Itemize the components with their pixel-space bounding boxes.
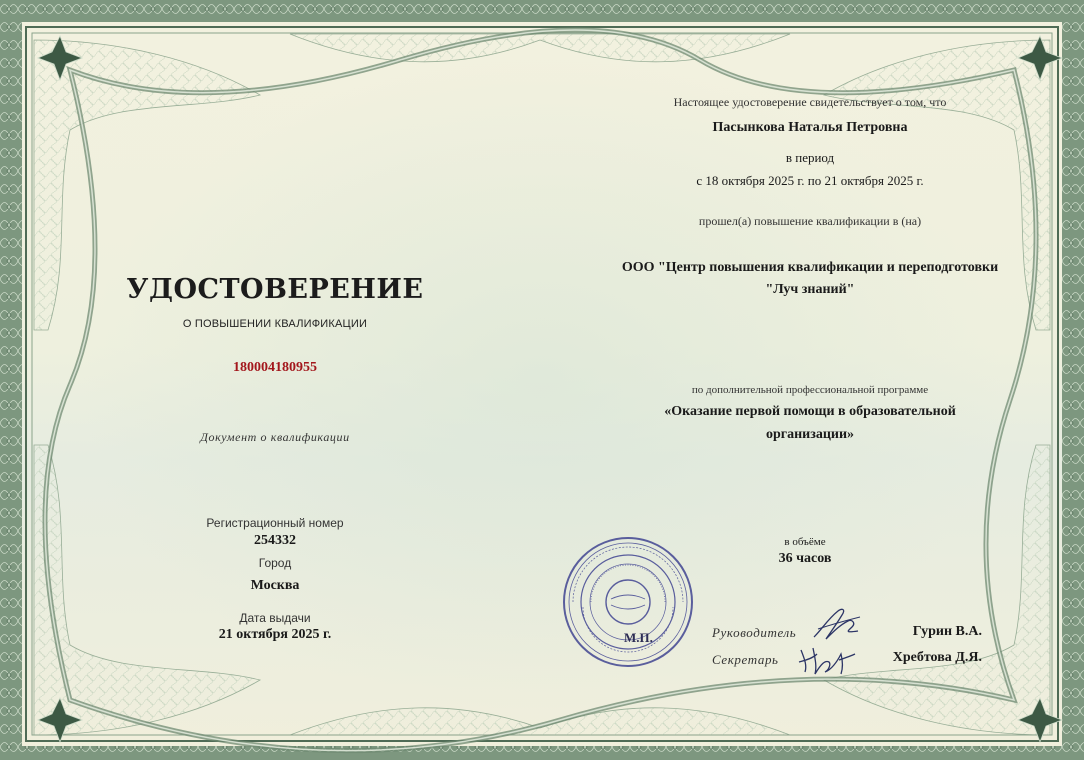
period-value: с 18 октября 2025 г. по 21 октября 2025 г.: [696, 173, 924, 188]
intro-text: Настоящее удостоверение свидетельствует о том, что: [673, 95, 947, 109]
period-label: в период: [785, 150, 835, 165]
program-line-2: организации»: [765, 427, 855, 442]
registration-number-value: 254332: [254, 533, 296, 548]
registration-number-label: Регистрационный номер: [206, 516, 344, 530]
volume-value: 36 часов: [778, 551, 832, 566]
seal-place-mark: М.П.: [624, 630, 653, 645]
volume-label: в объёме: [784, 536, 826, 548]
document-type: Документ о квалификации: [200, 430, 350, 444]
certificate-title: УДОСТОВЕРЕНИЕ: [126, 274, 424, 305]
head-name: Гурин В.А.: [912, 624, 982, 639]
page-bottom-strip: [0, 760, 1084, 769]
certificate-number: 180004180955: [233, 360, 317, 375]
organization-line-2: "Луч знаний": [765, 282, 855, 297]
secretary-name: Хребтова Д.Я.: [892, 650, 982, 665]
secretary-role-label: Секретарь: [712, 652, 779, 667]
certificate-subtitle: О ПОВЫШЕНИИ КВАЛИФИКАЦИИ: [182, 318, 368, 330]
issue-date-label: Дата выдачи: [239, 611, 311, 625]
head-role-label: Руководитель: [712, 625, 797, 640]
passed-text: прошел(а) повышение квалификации в (на): [698, 214, 922, 228]
program-label: по дополнительной профессиональной программе: [691, 384, 929, 396]
program-line-1: «Оказание первой помощи в образовательной: [664, 404, 956, 419]
city-value: Москва: [250, 578, 300, 593]
organization-line-1: ООО "Центр повышения квалификации и переподготовки: [621, 260, 999, 275]
city-label: Город: [258, 556, 292, 570]
official-seal-stamp: [561, 535, 695, 669]
issue-date-value: 21 октября 2025 г.: [218, 627, 332, 642]
person-name: Пасынкова Наталья Петровна: [712, 120, 908, 135]
